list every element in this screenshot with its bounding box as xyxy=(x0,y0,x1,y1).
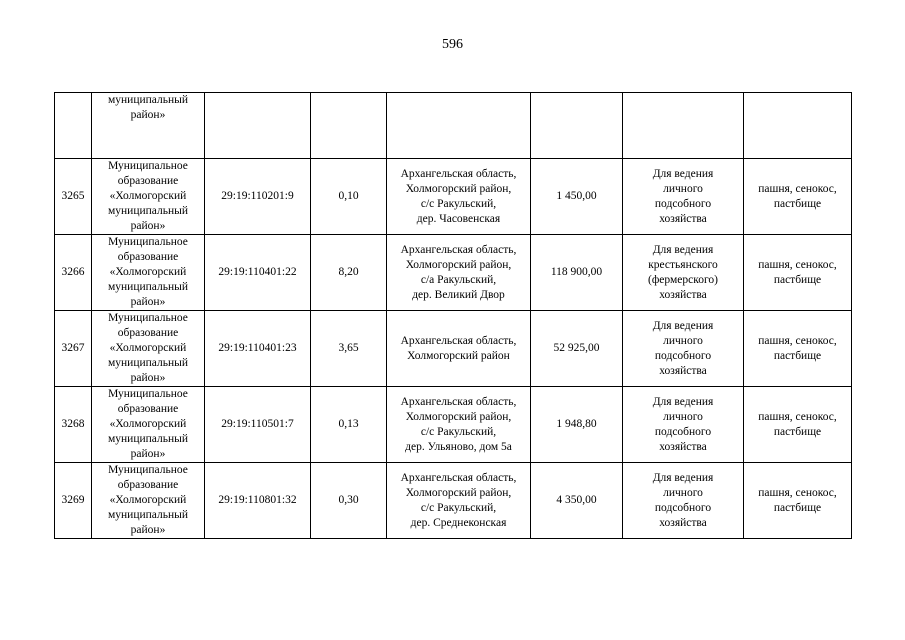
owner-line: Муниципальное xyxy=(108,388,188,400)
purpose-line: подсобного xyxy=(654,425,712,438)
cell-land-type xyxy=(744,311,852,387)
purpose-line: личного xyxy=(663,410,703,423)
owner-line: образование xyxy=(117,327,179,339)
address-line: Архангельская область, xyxy=(400,243,517,256)
cell-area: 0,13 xyxy=(311,387,387,463)
purpose-line: хозяйства xyxy=(659,288,707,301)
purpose-line: хозяйства xyxy=(659,212,707,225)
cell-owner xyxy=(92,93,205,159)
purpose-line: подсобного xyxy=(654,349,712,362)
land-type-line: пашня, сенокос, xyxy=(758,410,837,423)
owner-line: образование xyxy=(117,251,179,263)
land-registry-table xyxy=(54,92,852,539)
cell-num: 3266 xyxy=(55,235,92,311)
cell-value: 118 900,00 xyxy=(531,235,623,311)
purpose-line: Для ведения xyxy=(652,395,714,408)
owner-line: район» xyxy=(130,296,166,308)
cell-purpose xyxy=(623,463,744,539)
owner-line: Муниципальное xyxy=(108,236,188,248)
address-line: Холмогорский район, xyxy=(405,410,512,423)
purpose-line: Для ведения xyxy=(652,167,714,180)
table-row xyxy=(55,311,852,387)
cell-area: 3,65 xyxy=(311,311,387,387)
page-number: 596 xyxy=(442,37,463,52)
address-line: дер. Часовенская xyxy=(416,212,501,225)
address-line: Холмогорский район, xyxy=(405,258,512,271)
purpose-line: Для ведения xyxy=(652,471,714,484)
owner-line: район» xyxy=(130,524,166,536)
purpose-line: личного xyxy=(663,182,703,195)
purpose-line: Для ведения xyxy=(652,319,714,332)
address-line: Архангельская область, xyxy=(400,167,517,180)
owner-line: муниципальный xyxy=(107,433,189,445)
purpose-line: хозяйства xyxy=(659,516,707,529)
owner-line: «Холмогорский xyxy=(109,418,187,430)
address-line: с/с Ракульский, xyxy=(420,197,497,210)
owner-line: образование xyxy=(117,175,179,187)
table-row xyxy=(55,463,852,539)
owner-line: район» xyxy=(130,448,166,460)
address-line: Архангельская область, xyxy=(400,334,517,347)
cell-purpose xyxy=(623,93,744,159)
cell-land-type xyxy=(744,159,852,235)
cell-purpose xyxy=(623,235,744,311)
table-row xyxy=(55,159,852,235)
owner-line: муниципальный xyxy=(107,94,189,106)
purpose-line: хозяйства xyxy=(659,440,707,453)
purpose-line: (фермерского) xyxy=(648,273,718,286)
cell-area: 0,30 xyxy=(311,463,387,539)
cell-value xyxy=(531,93,623,159)
cell-num: 3267 xyxy=(55,311,92,387)
cell-value: 1 450,00 xyxy=(531,159,623,235)
cell-cadastral: 29:19:110201:9 xyxy=(205,159,311,235)
cell-owner xyxy=(92,463,205,539)
cell-cadastral: 29:19:110401:23 xyxy=(205,311,311,387)
purpose-line: личного xyxy=(663,486,703,499)
cell-land-type xyxy=(744,387,852,463)
address-line: с/с Ракульский, xyxy=(420,425,497,438)
cell-address xyxy=(387,159,531,235)
table-row-continuation xyxy=(55,93,852,159)
cell-num: 3269 xyxy=(55,463,92,539)
address-line: Архангельская область, xyxy=(400,471,517,484)
owner-line: муниципальный xyxy=(107,357,189,369)
purpose-line: Для ведения xyxy=(652,243,714,256)
cell-owner xyxy=(92,235,205,311)
owner-line: район» xyxy=(130,220,166,232)
purpose-line: хозяйства xyxy=(659,364,707,377)
owner-line: образование xyxy=(117,403,179,415)
cell-num: 3268 xyxy=(55,387,92,463)
cell-owner xyxy=(92,311,205,387)
cell-address xyxy=(387,463,531,539)
cell-value: 4 350,00 xyxy=(531,463,623,539)
owner-line: Муниципальное xyxy=(108,464,188,476)
cell-purpose xyxy=(623,159,744,235)
cell-cadastral: 29:19:110501:7 xyxy=(205,387,311,463)
land-type-line: пастбище xyxy=(773,349,822,362)
table-body xyxy=(55,93,852,539)
cell-area: 8,20 xyxy=(311,235,387,311)
land-type-line: пастбище xyxy=(773,273,822,286)
cell-purpose xyxy=(623,387,744,463)
cell-address xyxy=(387,235,531,311)
cell-purpose xyxy=(623,311,744,387)
cell-cadastral: 29:19:110801:32 xyxy=(205,463,311,539)
cell-area: 0,10 xyxy=(311,159,387,235)
cell-land-type xyxy=(744,235,852,311)
cell-land-type xyxy=(744,93,852,159)
address-line: Холмогорский район xyxy=(407,349,510,362)
land-type-line: пашня, сенокос, xyxy=(758,258,837,271)
cell-cadastral: 29:19:110401:22 xyxy=(205,235,311,311)
address-line: дер. Среднеконская xyxy=(410,516,507,529)
address-line: Холмогорский район, xyxy=(405,486,512,499)
land-type-line: пашня, сенокос, xyxy=(758,334,837,347)
owner-line: муниципальный xyxy=(107,205,189,217)
table-row xyxy=(55,387,852,463)
land-type-line: пашня, сенокос, xyxy=(758,182,837,195)
land-type-line: пастбище xyxy=(773,425,822,438)
cell-num: 3265 xyxy=(55,159,92,235)
cell-address xyxy=(387,387,531,463)
cell-cadastral xyxy=(205,93,311,159)
owner-line: «Холмогорский xyxy=(109,266,187,278)
address-line: Холмогорский район, xyxy=(405,182,512,195)
owner-line: «Холмогорский xyxy=(109,342,187,354)
table-row xyxy=(55,235,852,311)
cell-land-type xyxy=(744,463,852,539)
cell-address xyxy=(387,93,531,159)
owner-line: муниципальный xyxy=(107,509,189,521)
land-type-line: пашня, сенокос, xyxy=(758,486,837,499)
owner-line: Муниципальное xyxy=(108,312,188,324)
address-line: Архангельская область, xyxy=(400,395,517,408)
purpose-line: крестьянского xyxy=(648,258,718,271)
owner-line: «Холмогорский xyxy=(109,494,187,506)
cell-value: 52 925,00 xyxy=(531,311,623,387)
land-type-line: пастбище xyxy=(773,197,822,210)
owner-line: образование xyxy=(117,479,179,491)
owner-line: район» xyxy=(130,372,166,384)
purpose-line: подсобного xyxy=(654,501,712,514)
land-type-line: пастбище xyxy=(773,501,822,514)
owner-line: Муниципальное xyxy=(108,160,188,172)
purpose-line: личного xyxy=(663,334,703,347)
cell-address xyxy=(387,311,531,387)
cell-num xyxy=(55,93,92,159)
owner-line: «Холмогорский xyxy=(109,190,187,202)
cell-value: 1 948,80 xyxy=(531,387,623,463)
owner-line: район» xyxy=(130,109,166,121)
cell-owner xyxy=(92,387,205,463)
address-line: с/а Ракульский, xyxy=(420,273,497,286)
address-line: дер. Великий Двор xyxy=(412,288,505,301)
owner-line: муниципальный xyxy=(107,281,189,293)
purpose-line: подсобного xyxy=(654,197,712,210)
cell-owner xyxy=(92,159,205,235)
address-line: дер. Ульяново, дом 5а xyxy=(405,440,512,453)
address-line: с/с Ракульский, xyxy=(420,501,497,514)
cell-area xyxy=(311,93,387,159)
